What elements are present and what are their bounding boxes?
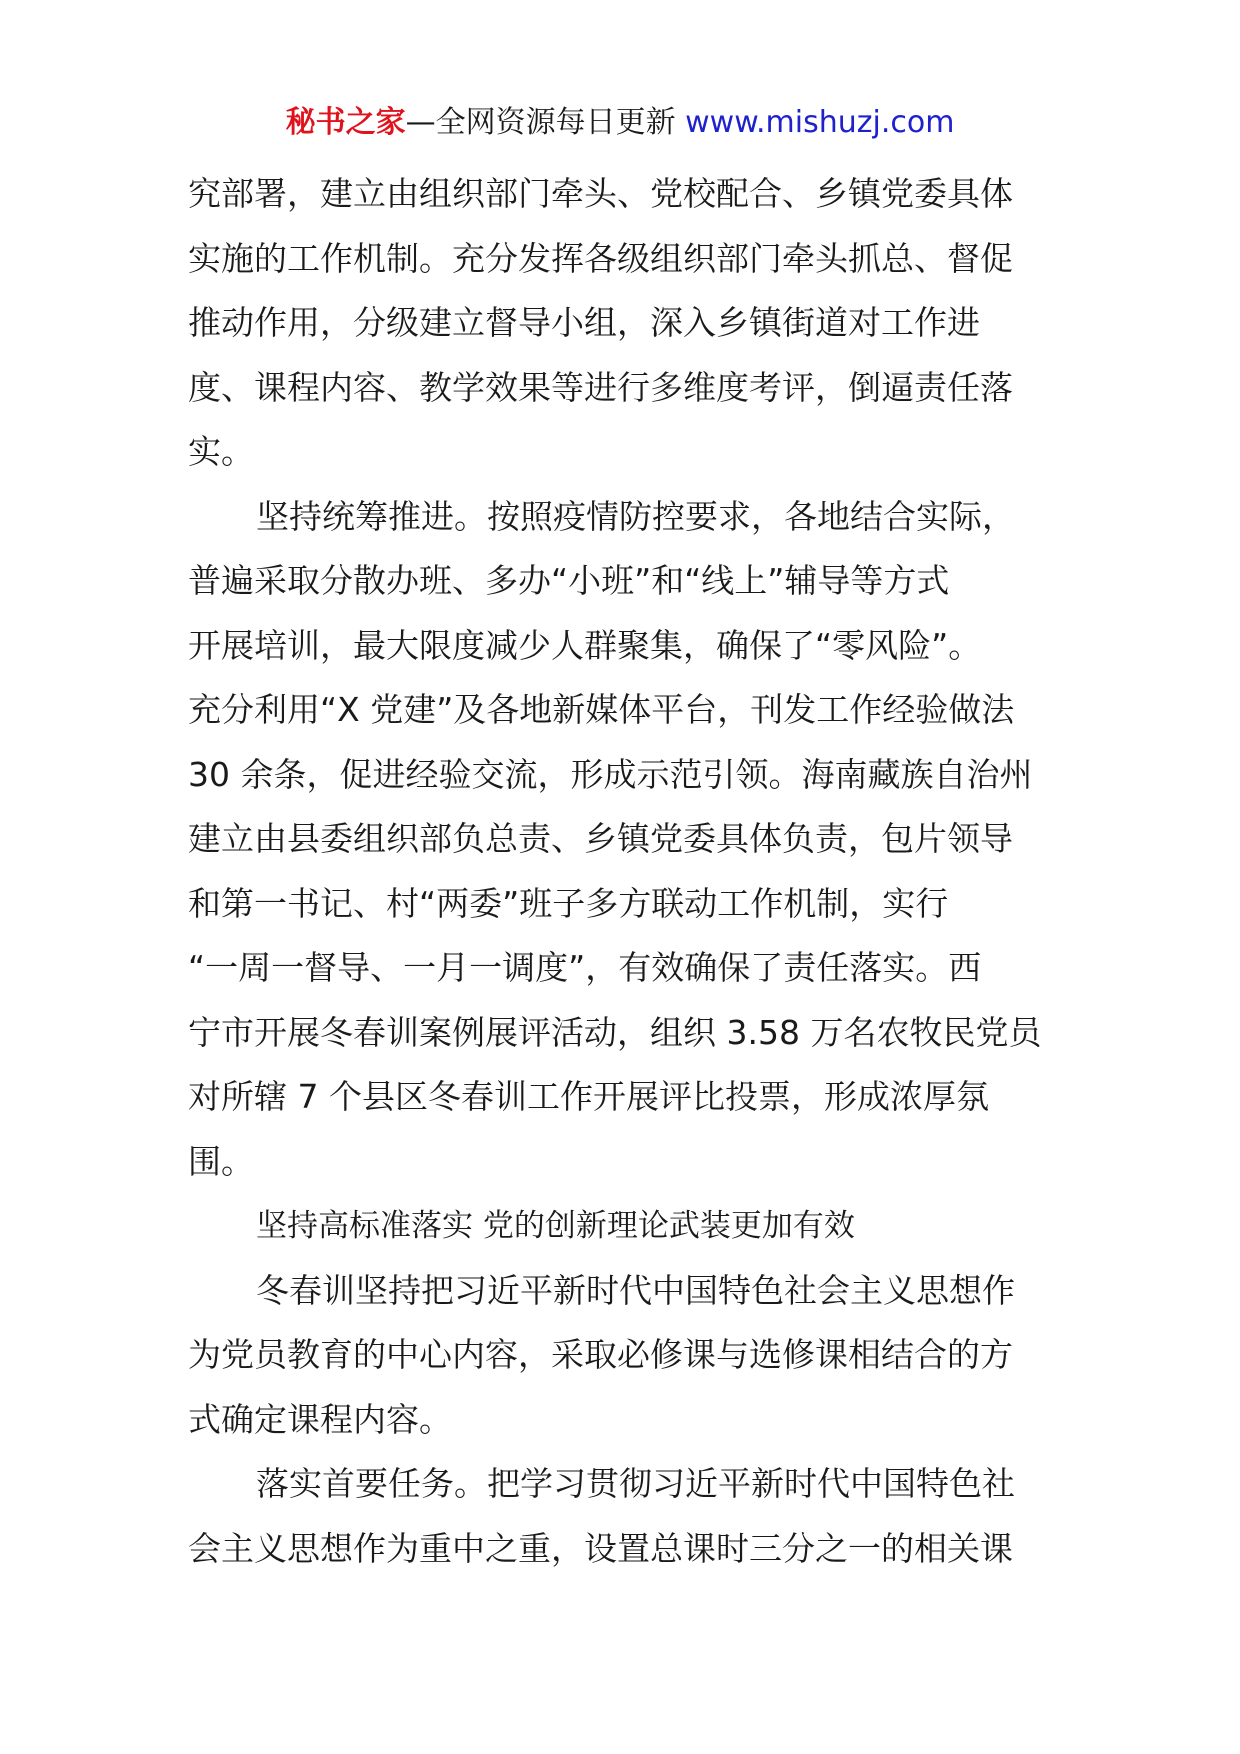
text-line: 围。 (188, 1141, 254, 1181)
page-header (0, 100, 1240, 146)
paragraph-start-line: 坚持统筹推进。按照疫情防控要求，各地结合实际， (256, 496, 1015, 536)
text-line: 宁市开展冬春训案例展评活动，组织 3.58 万名农牧民党员 (188, 1012, 1042, 1052)
text-line: 度、课程内容、教学效果等进行多维度考评，倒逼责任落 (188, 367, 1013, 407)
text-line: 30 余条，促进经验交流，形成示范引领。海南藏族自治州 (188, 754, 1033, 794)
text-line: 普遍采取分散办班、多办“小班”和“线上”辅导等方式 (188, 561, 950, 600)
paragraph-start-line: 落实首要任务。把学习贯彻习近平新时代中国特色社 (256, 1464, 1015, 1503)
paragraph-start-line: 冬春训坚持把习近平新时代中国特色社会主义思想作 (256, 1270, 1015, 1310)
text-line: 实施的工作机制。充分发挥各级组织部门牵头抓总、督促 (188, 238, 1013, 278)
header-brand: 秘书之家 (285, 105, 406, 140)
text-line: 和第一书记、村“两委”班子多方联动工作机制，实行 (188, 883, 949, 923)
text-line: 为党员教育的中心内容，采取必修课与选修课相结合的方 (188, 1335, 1013, 1374)
text-line: 会主义思想作为重中之重，设置总课时三分之一的相关课 (188, 1528, 1013, 1568)
header-tagline: —全网资源每日更新 (405, 105, 686, 140)
text-line: 式确定课程内容。 (188, 1399, 452, 1439)
text-line: 究部署，建立由组织部门牵头、党校配合、乡镇党委具体 (188, 174, 1013, 213)
text-line: 推动作用，分级建立督导小组，深入乡镇街道对工作进 (188, 303, 980, 342)
text-line: 实。 (188, 432, 254, 471)
document-body (188, 162, 1058, 1581)
text-line: 对所辖 7 个县区冬春训工作开展评比投票，形成浓厚氛 (188, 1077, 989, 1116)
text-line: 充分利用“X 党建”及各地新媒体平台，刊发工作经验做法 (188, 690, 1015, 729)
section-heading: 坚持高标准落实 党的创新理论武装更加有效 (256, 1208, 855, 1244)
text-line: “一周一督导、一月一调度”，有效确保了责任落实。西 (188, 948, 982, 987)
text-line: 开展培训，最大限度减少人群聚集，确保了“零风险”。 (188, 625, 982, 665)
header-site-link[interactable]: www.mishuzj.com (685, 105, 955, 140)
text-line: 建立由县委组织部负总责、乡镇党委具体负责，包片领导 (188, 819, 1013, 858)
